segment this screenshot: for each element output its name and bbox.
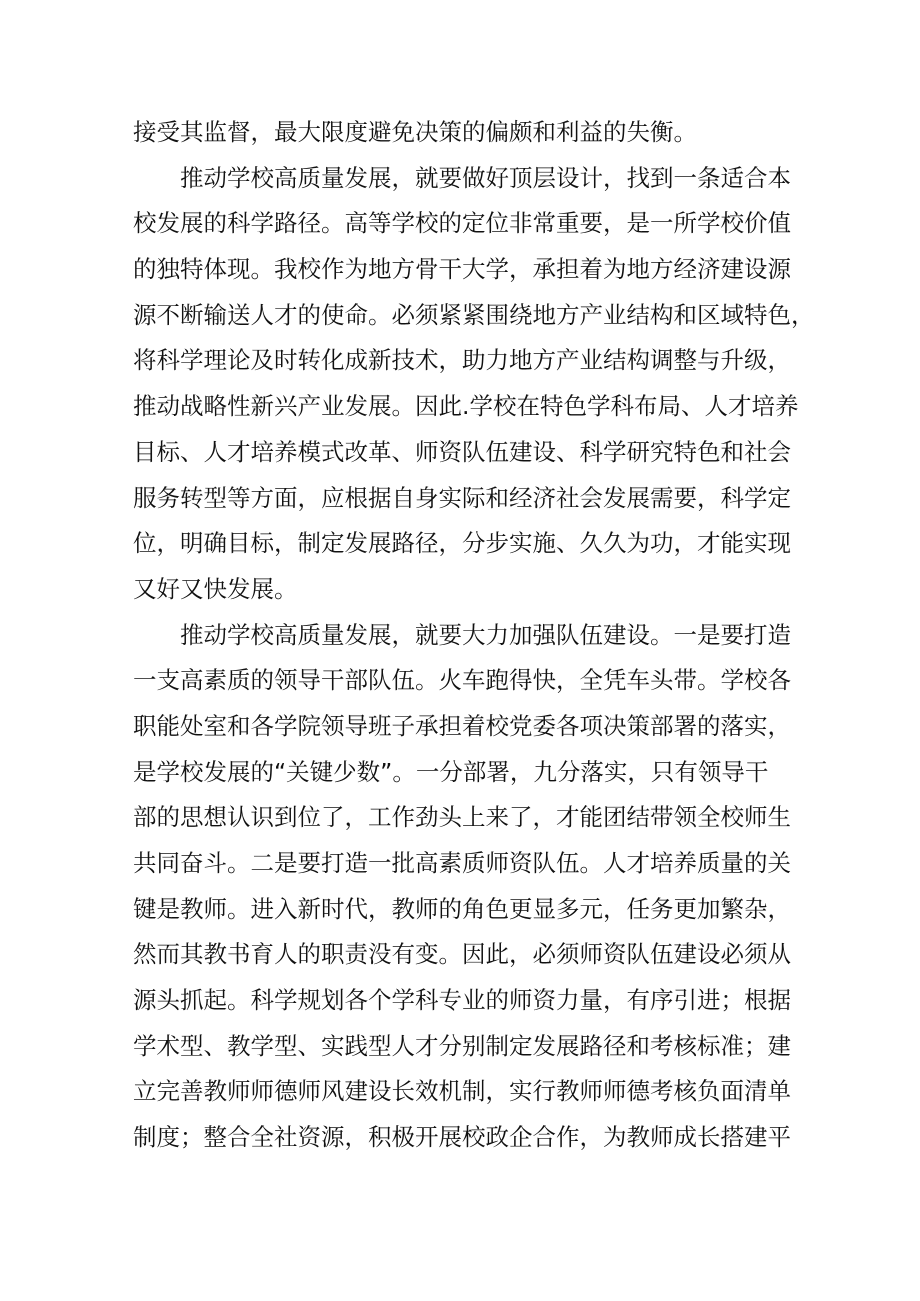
text-line: 职能处室和各学院领导班子承担着校党委各项决策部署的落实，: [133, 711, 791, 740]
text-line: 共同奋斗。二是要打造一批高素质师资队伍。人才培养质量的关: [133, 849, 791, 877]
text-line: 接受其监督，最大限度避免决策的偏颇和利益的失衡。: [133, 118, 697, 146]
text-line: 是学校发展的“关键少数”。一分部署，九分落实，只有领导干: [133, 757, 769, 786]
text-line: 源头抓起。科学规划各个学科专业的师资力量，有序引进；根据: [133, 986, 791, 1015]
text-line: 键是教师。进入新时代，教师的角色更显多元，任务更加繁杂，: [133, 894, 791, 923]
document-body: [133, 110, 813, 1161]
text-line: 推动学校高质量发展，就要做好顶层设计，找到一条适合本: [180, 163, 791, 192]
text-line: 校发展的科学路径。高等学校的定位非常重要，是一所学校价值: [133, 209, 791, 238]
text-line: 一支高素质的领导干部队伍。火车跑得快，全凭车头带。学校各: [133, 666, 791, 695]
text-line: 将科学理论及时转化成新技术，助力地方产业结构调整与升级，: [133, 346, 791, 375]
text-line: 推动战略性新兴产业发展。因此.学校在特色学科布局、人才培养: [133, 392, 799, 421]
text-line: 然而其教书育人的职责没有变。因此，必须师资队伍建设必须从: [133, 940, 791, 969]
text-line: 又好又快发展。: [133, 574, 298, 603]
text-line: 位，明确目标，制定发展路径，分步实施、久久为功，才能实现: [133, 529, 791, 558]
text-line: 目标、人才培养模式改革、师资队伍建设、科学研究特色和社会: [133, 437, 791, 466]
text-line: 制度；整合全社资源，积极开展校政企合作，为教师成长搭建平: [133, 1123, 791, 1152]
text-line: 的独特体现。我校作为地方骨干大学，承担着为地方经济建设源: [133, 255, 791, 284]
text-line: 源不断输送人才的使命。必须紧紧围绕地方产业结构和区域特色，: [133, 300, 815, 329]
text-line: 服务转型等方面，应根据自身实际和经济社会发展需要，科学定: [133, 483, 791, 512]
text-line: 推动学校高质量发展，就要大力加强队伍建设。一是要打造: [180, 620, 791, 649]
text-line: 学术型、教学型、实践型人才分别制定发展路径和考核标准；建: [133, 1031, 791, 1060]
text-line: 立完善教师师德师风建设长效机制，实行教师师德考核负面清单: [133, 1077, 791, 1106]
text-line: 部的思想认识到位了，工作劲头上来了，才能团结带领全校师生: [133, 803, 791, 832]
